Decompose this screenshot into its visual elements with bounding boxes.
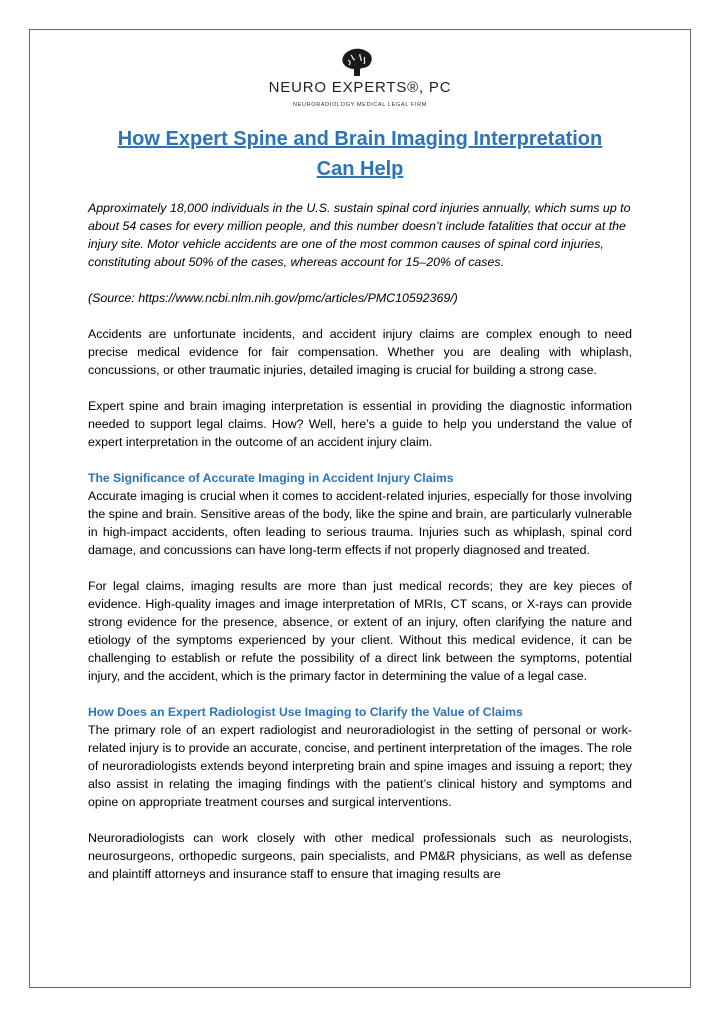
company-name: NEURO EXPERTS®, PC	[268, 79, 452, 96]
paragraph: Accidents are unfortunate incidents, and accident injury claims are complex enough to need precise medical evidence for fair compensation. Whether you are dealing with whiplash, concussions, or other traumatic injuries, detailed imaging is crucial for building a strong case.	[88, 327, 632, 377]
page-title	[88, 124, 632, 184]
title-line-1: How Expert Spine and Brain Imaging Interpretation	[117, 128, 603, 150]
paragraph: The primary role of an expert radiologist and neuroradiologist in the setting of personal or work-related injury is to provide an accurate, concise, and pertinent interpretation of the images. The role of neuroradiologists extends beyond interpreting brain and spine images and issuing a report; they also assist in relating the imaging findings with the patient’s clinical history and symptoms and opine on appropriate treatment courses and surgical interventions.	[88, 723, 632, 809]
paragraph: Accurate imaging is crucial when it comes to accident-related injuries, especially for those involving the spine and brain. Sensitive areas of the body, like the spine and brain, are particularly vulnerable in high-impact accidents, often leading to serious trauma. Injuries such as whiplash, spinal cord damage, and concussions can have long-term effects if not properly diagnosed and treated.	[88, 489, 632, 557]
article-body	[88, 199, 632, 883]
company-tagline: NEURORADIOLOGY MEDICAL LEGAL FIRM	[293, 102, 427, 108]
source-citation: (Source: https://www.ncbi.nlm.nih.gov/pmc/articles/PMC10592369/)	[88, 291, 458, 305]
company-logo	[260, 48, 460, 114]
intro-paragraph: Approximately 18,000 individuals in the U.S. sustain spinal cord injuries annually, which sums up to about 54 cases for every million people, and this number doesn’t include fatalities that occur at the injury site. Motor vehicle accidents are one of the most common causes of spinal cord injuries, constituting about 50% of the cases, whereas account for 15–20% of cases.	[88, 201, 631, 269]
paragraph: Neuroradiologists can work closely with other medical professionals such as neurologists, neurosurgeons, orthopedic surgeons, pain specialists, and PM&R physicians, as well as defense and plaintiff attorneys and insurance staff to ensure that imaging results are	[88, 831, 632, 881]
brain-icon	[340, 48, 374, 78]
section-heading: The Significance of Accurate Imaging in Accident Injury Claims	[88, 471, 454, 485]
paragraph: Expert spine and brain imaging interpretation is essential in providing the diagnostic information needed to support legal claims. How? Well, here’s a guide to help you understand the value of expert interpretation in the outcome of an accident injury claim.	[88, 399, 632, 449]
section-heading: How Does an Expert Radiologist Use Imaging to Clarify the Value of Claims	[88, 705, 523, 719]
paragraph: For legal claims, imaging results are more than just medical records; they are key pieces of evidence. High-quality images and image interpretation of MRIs, CT scans, or X-rays can provide strong evidence for the presence, absence, or extent of an injury, often clarifying the nature and etiology of the symptoms experienced by your client. Without this medical evidence, it can be challenging to establish or refute the possibility of a direct link between the symptoms, potential injury, and the accident, which is the primary factor in determining the value of a legal case.	[88, 579, 632, 683]
title-line-2: Can Help	[316, 158, 404, 180]
